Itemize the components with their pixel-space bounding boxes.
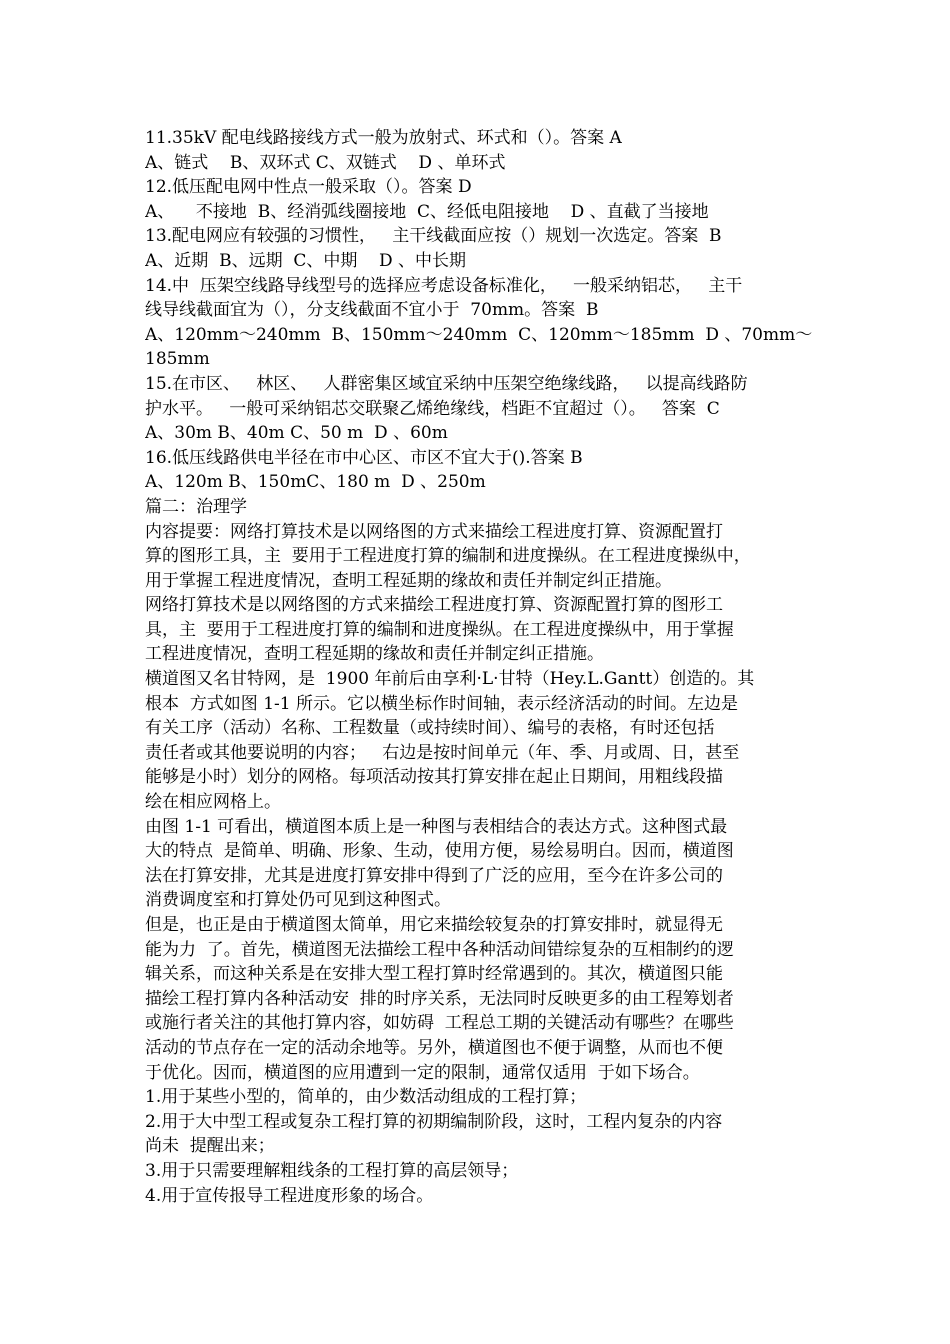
text-line: 活动的节点存在一定的活动余地等。另外，横道图也不便于调整，从而也不便	[145, 1037, 723, 1058]
text-line: 算的图形工具，主 要用于工程进度打算的编制和进度操纵。在工程进度操纵中，	[145, 546, 751, 567]
list-item: 尚未 提醒出来；	[145, 1136, 275, 1157]
text-line: 能够是小时）划分的网格。每项活动按其打算安排在起止日期间，用粗线段描	[145, 767, 723, 788]
list-item: 4.用于宣传报导工程进度形象的场合。	[145, 1185, 434, 1206]
text-line: 16.低压线路供电半径在市中心区、市区不宜大于().答案 B	[145, 447, 583, 468]
text-line: 具，主 要用于工程进度打算的编制和进度操纵。在工程进度操纵中，用于掌握	[145, 619, 734, 640]
text-line: 绘在相应网格上。	[145, 792, 281, 813]
document-body	[145, 126, 825, 1208]
text-line: 辑关系，而这种关系是在安排大型工程打算时经常遇到的。其次，横道图只能	[145, 964, 723, 985]
text-line: A、120mm～240mm B、150mm～240mm C、120mm～185mm D 、70mm～	[145, 324, 813, 345]
text-line: 描绘工程打算内各种活动安 排的时序关系，无法同时反映更多的由工程筹划者	[145, 988, 734, 1009]
text-line: A、近期 B、远期 C、中期 D 、中长期	[145, 250, 467, 271]
text-line: 工程进度情况，查明工程延期的缘故和责任并制定纠正措施。	[145, 644, 604, 665]
text-line: A、 不接地 B、经消弧线圈接地 C、经低电阻接地 D 、直截了当接地	[145, 201, 709, 222]
text-line: 根本 方式如图 1-1 所示。它以横坐标作时间轴，表示经济活动的时间。左边是	[145, 693, 738, 714]
text-line: 横道图又名甘特网，是 1900 年前后由享利·L·甘特（Hey.L.Gantt）创造的。其	[145, 669, 755, 690]
list-item: 3.用于只需要理解粗线条的工程打算的高层领导；	[145, 1160, 519, 1181]
list-item: 2.用于大中型工程或复杂工程打算的初期编制阶段，这时，工程内复杂的内容	[145, 1111, 723, 1132]
text-line: 大的特点 是简单、明确、形象、生动，使用方便，易绘易明白。因而，横道图	[145, 841, 734, 862]
text-line: 法在打算安排，尤其是进度打算安排中得到了广泛的应用，至今在许多公司的	[145, 865, 723, 886]
text-line: A、30m B、40m C、50 m D 、60m	[145, 423, 448, 444]
text-line: 有关工序（活动）名称、工程数量（或持续时间）、编号的表格，有时还包括	[145, 718, 715, 739]
list-item: 1.用于某些小型的，简单的，由少数活动组成的工程打算；	[145, 1087, 587, 1108]
text-line: 网络打算技术是以网络图的方式来描绘工程进度打算、资源配置打算的图形工	[145, 595, 723, 616]
text-line: 13.配电网应有较强的习惯性， 主干线截面应按（）规划一次选定。答案 B	[145, 226, 722, 247]
text-line: 内容提要：网络打算技术是以网络图的方式来描绘工程进度打算、资源配置打	[145, 521, 723, 542]
text-line: A、链式 B、双环式 C、双链式 D 、单环式	[145, 152, 506, 173]
text-line: 或施行者关注的其他打算内容，如妨碍 工程总工期的关键活动有哪些？在哪些	[145, 1013, 734, 1034]
text-line: 由图 1-1 可看出，横道图本质上是一种图与表相结合的表达方式。这种图式最	[145, 816, 728, 837]
text-line: 于优化。因而，横道图的应用遭到一定的限制，通常仅适用 于如下场合。	[145, 1062, 700, 1083]
text-line: 护水平。 一般可采纳铝芯交联聚乙烯绝缘线，档距不宜超过（）。 答案 C	[145, 398, 720, 419]
section-heading: 篇二：治理学	[145, 496, 247, 517]
text-line: 能为力 了。首先，横道图无法描绘工程中各种活动间错综复杂的互相制约的逻	[145, 939, 734, 960]
text-line: 消费调度室和打算处仍可见到这种图式。	[145, 890, 451, 911]
text-line: 用于掌握工程进度情况，查明工程延期的缘故和责任并制定纠正措施。	[145, 570, 672, 591]
text-line: 线导线截面宜为（），分支线截面不宜小于 70mm。答案 B	[145, 300, 599, 321]
text-line: A、120m B、150mC、180 m D 、250m	[145, 472, 486, 493]
text-line: 责任者或其他要说明的内容； 右边是按时间单元（年、季、月或周、日，甚至	[145, 742, 740, 763]
text-line: 14.中 压架空线路导线型号的选择应考虑设备标准化， 一般采纳铝芯， 主干	[145, 275, 743, 296]
text-line: 12.低压配电网中性点一般采取（）。答案 D	[145, 177, 472, 198]
text-line: 15.在市区、 林区、 人群密集区域宜采纳中压架空绝缘线路， 以提高线路防	[145, 373, 748, 394]
text-line: 185mm	[145, 349, 210, 370]
text-line: 但是，也正是由于横道图太简单，用它来描绘较复杂的打算安排时，就显得无	[145, 915, 723, 935]
text-line: 11.35kV 配电线路接线方式一般为放射式、环式和（）。答案 A	[145, 128, 622, 148]
